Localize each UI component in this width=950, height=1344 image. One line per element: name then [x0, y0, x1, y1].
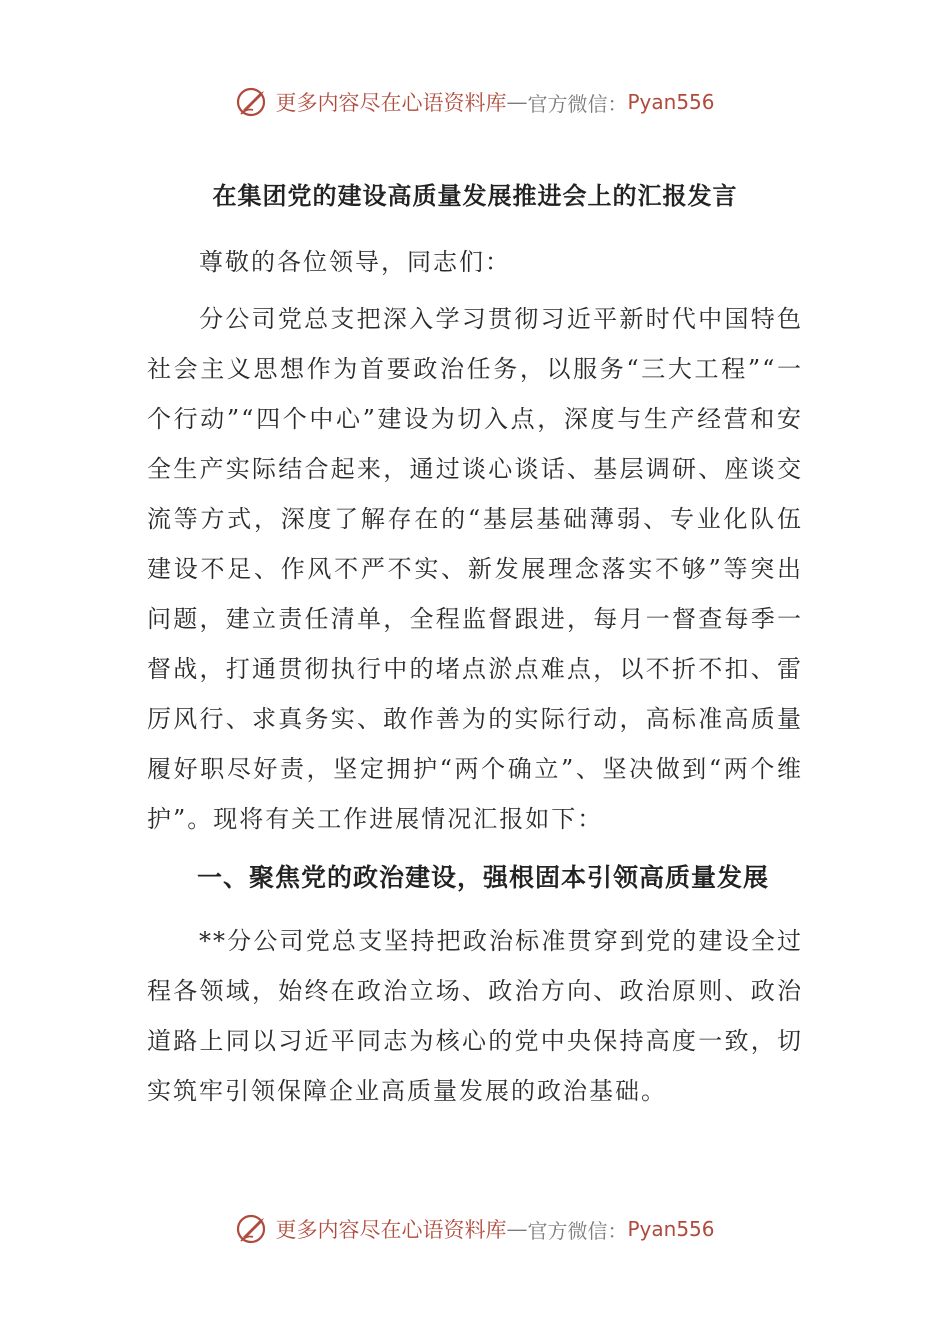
header-watermark	[0, 84, 950, 120]
section-heading-1: 一、聚焦党的政治建设，强根固本引领高质量发展	[197, 863, 770, 892]
watermark-dash: —	[506, 90, 528, 114]
body-paragraph-1: 分公司党总支把深入学习贯彻习近平新时代中国特色社会主义思想作为首要政治任务，以服务“三大工程”“一个行动”“四个中心”建设为切入点，深度与生产经营和安全生产实际结合起来，通过谈心谈话、基层调研、座谈交流等方式，深度了解存在的“基层基础薄弱、专业化队伍建设不足、作风不严不实、新发展理念落实不够”等突出问题，建立责任清单，全程监督跟进，每月一督查每季一督战，打通贯彻执行中的堵点淤点难点，以不折不扣、雷厉风行、求真务实、敢作善为的实际行动，高标准高质量履好职尽好责，坚定拥护“两个确立”、坚决做到“两个维护”。现将有关工作进展情况汇报如下：	[147, 305, 803, 833]
greeting: 尊敬的各位领导，同志们：	[199, 248, 511, 276]
document-title: 在集团党的建设高质量发展推进会上的汇报发言	[212, 182, 738, 210]
body-paragraph-2: **分公司党总支坚持把政治标准贯穿到党的建设全过程各领域，始终在政治立场、政治方向、政治原则、政治道路上同以习近平同志为核心的党中央保持高度一致，切实筑牢引领保障企业高质量发展的政治基础。	[147, 927, 803, 1105]
watermark-wechat-label: 官方微信：	[527, 91, 628, 116]
watermark-text: 更多内容尽在心语资料库	[275, 91, 507, 115]
watermark-dash: —	[506, 1217, 528, 1241]
watermark-text: 更多内容尽在心语资料库	[275, 1218, 507, 1242]
footer-watermark	[0, 1211, 950, 1247]
watermark-wechat-id: Pyan556	[627, 90, 715, 114]
pen-logo-icon	[235, 84, 271, 120]
watermark-wechat-label: 官方微信：	[527, 1218, 628, 1243]
watermark-wechat-id: Pyan556	[627, 1217, 715, 1241]
pen-logo-icon	[235, 1211, 271, 1247]
